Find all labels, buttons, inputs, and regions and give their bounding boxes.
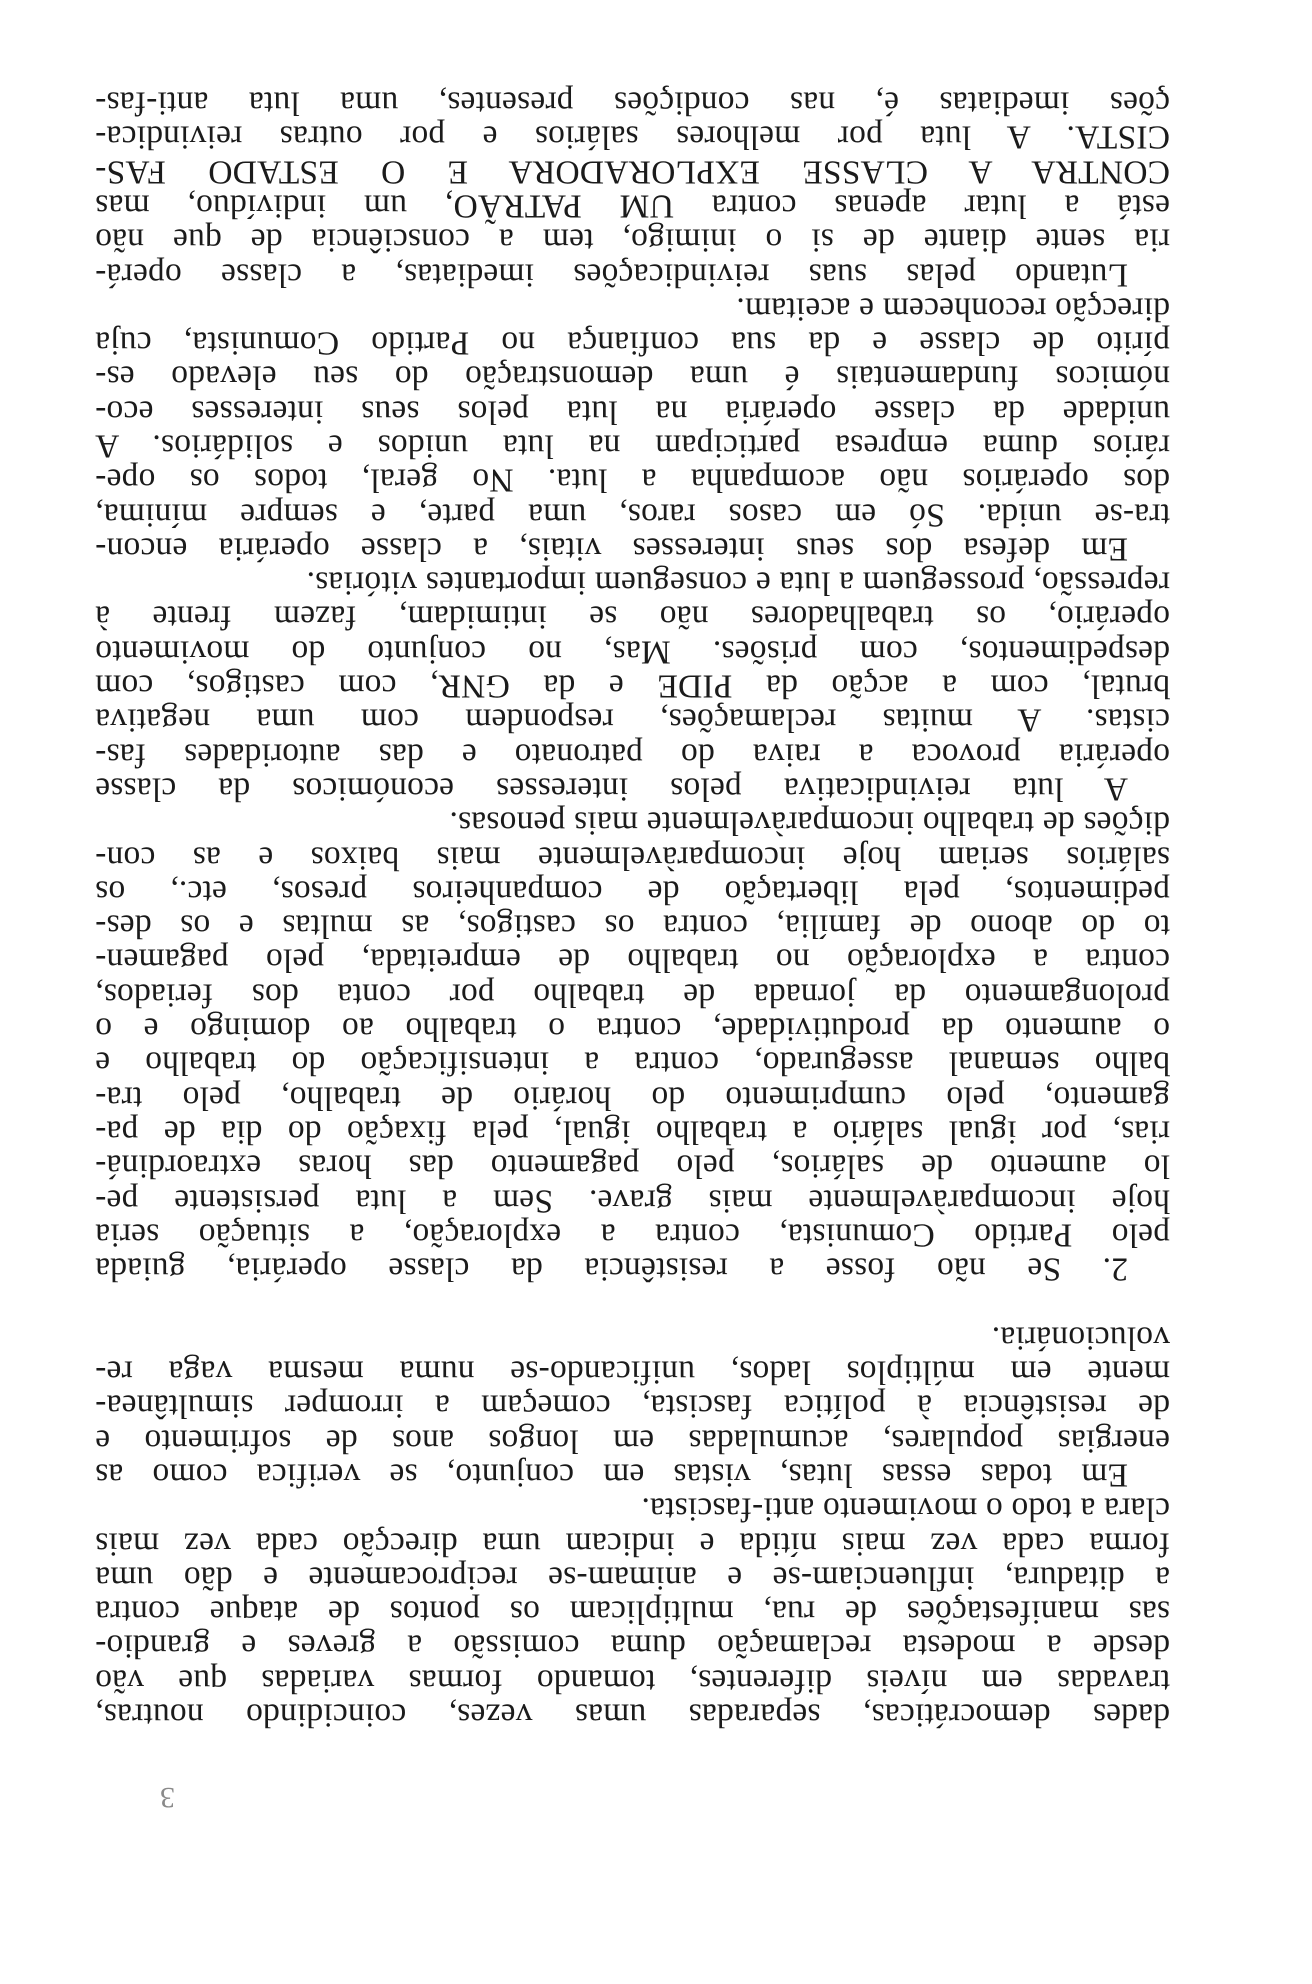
text-line: prolongamento da jornada de trabalho por conta dos feriados, [95, 976, 1170, 1014]
text-line: balho semanal assegurado, contra a intensificação do trabalho e [95, 1044, 1170, 1082]
text-line: desde a modesta reclamação duma comissão a greves e grandio- [95, 1627, 1170, 1665]
text-line: brutal, com a acção da PIDE e da GNR, com castigos, com [95, 667, 1170, 705]
text-line: hoje incomparàvelmente mais grave. Sem a luta persistente pe- [95, 1181, 1170, 1219]
text-line: salários seriam hoje incomparàvelmente mais baixos e as con- [95, 838, 1170, 876]
text-line: despedimentos, com prisões. Mas, no conjunto do movimento [95, 633, 1170, 671]
text-line: direcção reconhecem e aceitam. [736, 290, 1170, 328]
text-line: CISTA. A luta por melhores salários e por outras reivindica- [95, 118, 1170, 156]
text-line: Em todas essas lutas, vistas em conjunto, se verifica como as [95, 1456, 1128, 1494]
text-line: clara a todo o movimento anti-fascista. [641, 1490, 1170, 1528]
text-line: unidade da classe operária na luta pelos seus interesses eco- [95, 392, 1170, 430]
text-line: dos operários não acompanha a luta. No geral, todos os ope- [95, 461, 1170, 499]
text-line: 2. Se não fosse a resistência da classe operária, guiada [95, 1250, 1128, 1288]
text-line: rias, por igual salário a trabalho igual, pela fixação do dia de pa- [95, 1113, 1170, 1151]
text-line: o aumento da produtividade, contra o trabalho ao domingo e o [95, 1010, 1170, 1048]
text-line: operária provoca a raiva do patronato e das autoridades fas- [95, 735, 1170, 773]
text-line: pírito de classe e da sua confiança no Partido Comunista, cuja [95, 324, 1170, 362]
text-line: lo aumento de salários, pelo pagamento das horas extraordiná- [95, 1147, 1170, 1185]
text-line: volucionária. [991, 1318, 1170, 1356]
text-line: mente em múltiplos lados, unificando-se numa mesma vaga re- [95, 1353, 1170, 1391]
text-line: rários duma empresa participam na luta unidos e solidários. A [95, 427, 1170, 465]
text-line: energias populares, acumuladas em longos anos de sofrimento e [95, 1421, 1170, 1459]
text-line: dades democráticas, separadas umas vezes, coincidindo noutras, [95, 1696, 1170, 1734]
text-line: to do abono de família, contra os castigos, as multas e os des- [95, 907, 1170, 945]
text-line: A luta reivindicativa pelos interesses económicos da classe [95, 770, 1128, 808]
text-line: repressão, prosseguem a luta e conseguem importantes vitórias. [306, 564, 1170, 602]
page-number: 3 [160, 1781, 175, 1814]
text-line: pedimentos, pela libertação de companheiros presos, etc., os [95, 873, 1170, 911]
text-line: gamento, pelo cumprimento do horário de trabalho, pelo tra- [95, 1078, 1170, 1116]
text-line: dições de trabalho incomparàvelmente mais penosas. [449, 804, 1170, 842]
text-line: travadas em níveis diferentes, tomando formas variadas que vão [95, 1661, 1170, 1699]
text-line: contra a exploração no trabalho de empreitada, pelo pagamen- [95, 941, 1170, 979]
text-line: ções imediatas é, nas condições presentes, uma luta anti-fas- [95, 84, 1170, 122]
body-text [95, 84, 1170, 1734]
text-line: de resistência à política fascista, começam a irromper simultânea- [95, 1387, 1170, 1425]
paragraph-gap [95, 1285, 1170, 1319]
text-line: CONTRA A CLASSE EXPLORADORA E O ESTADO FAS- [95, 152, 1170, 190]
text-line: Lutando pelas suas reivindicações imediatas, a classe operá- [95, 255, 1128, 293]
text-line: cistas. A muitas reclamações, respondem com uma negativa [95, 701, 1170, 739]
text-line: a ditadura, influenciam-se e animam-se reciprocamente e dão uma [95, 1559, 1170, 1597]
text-line: operário, os trabalhadores não se intimidam, fazem frente à [95, 598, 1170, 636]
text-line: ria sente diante de si o inimigo, tem a consciência de que não [95, 221, 1170, 259]
text-line: nómicos fundamentais é uma demonstração do seu elevado es- [95, 358, 1170, 396]
text-line: pelo Partido Comunista, contra a exploração, a situação seria [95, 1216, 1170, 1254]
text-line: forma cada vez mais nítida e indicam uma direcção cada vez mais [95, 1524, 1170, 1562]
text-line: Em defesa dos seus interesses vitais, a classe operária encon- [95, 530, 1128, 568]
text-line: tra-se unida. Só em casos raros, uma parte, e sempre mínima, [95, 495, 1170, 533]
text-line: está a lutar apenas contra UM PATRÃO, um indivíduo, mas [95, 187, 1170, 225]
text-line: sas manifestações de rua, multiplicam os pontos de ataque contra [95, 1593, 1170, 1631]
